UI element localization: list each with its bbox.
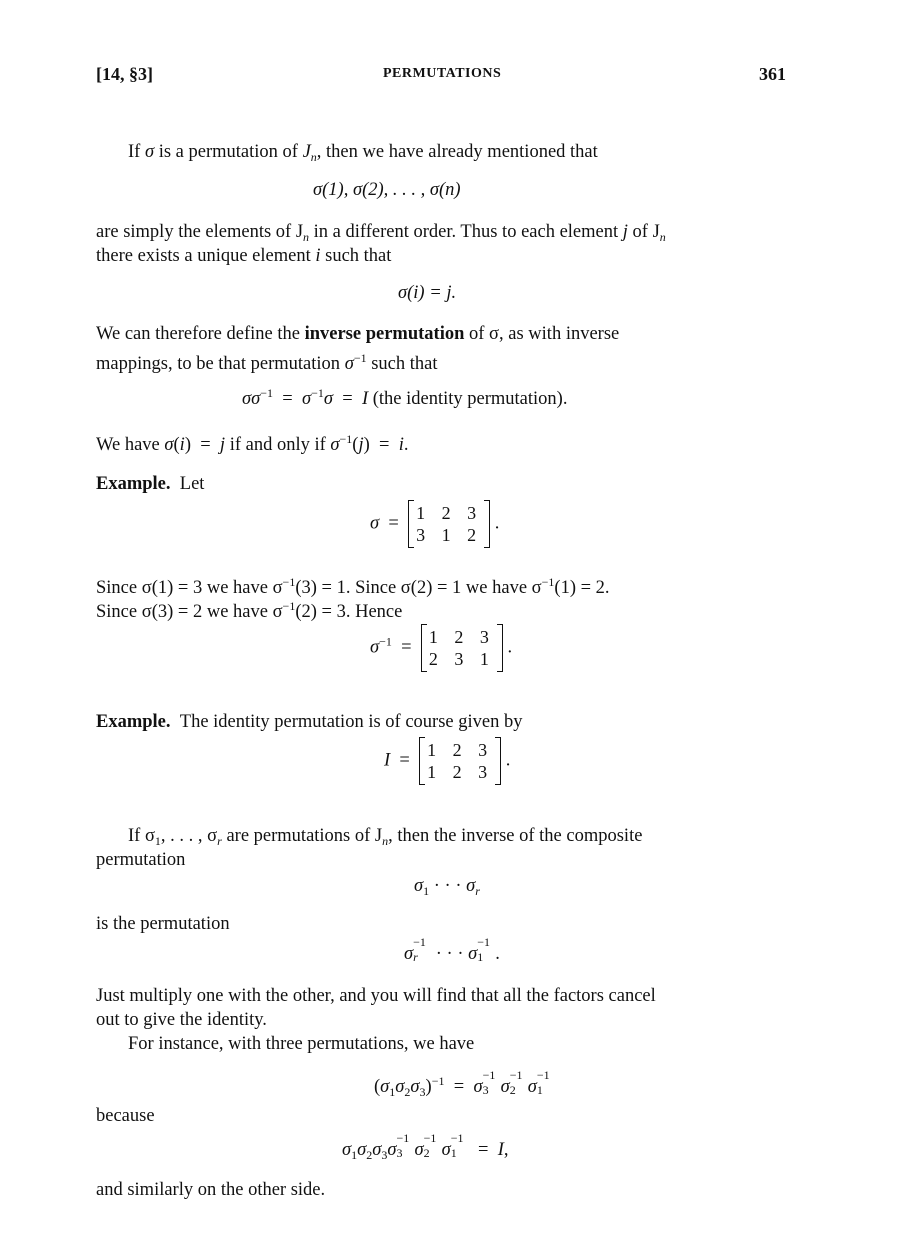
paragraph-5-line-2: permutation (96, 850, 186, 870)
paragraph-3-line-1: We can therefore define the inverse permutation of σ, as with inverse (96, 324, 620, 344)
paragraph-2-line-2: there exists a unique element i such that (96, 246, 392, 266)
paragraph-10: and similarly on the other side. (96, 1180, 326, 1200)
paragraph-3-line-2: mappings, to be that permutation $\sigma^{-1}$ such that (96, 351, 438, 374)
term-inverse-permutation: inverse permutation (304, 324, 465, 344)
paragraph-7-line-2: out to give the identity. (96, 1010, 267, 1030)
paragraph-8: For instance, with three permutations, we have (128, 1034, 475, 1054)
equation-composite: $\sigma_1$ · · · $\sigma_r$ (414, 876, 480, 898)
paragraph-2-line-1: are simply the elements of $J_n$ in a different order. Thus to each element j of $J_n$ (96, 222, 666, 244)
paragraph-5-line-1: If $\sigma_1$, . . . , $\sigma_r$ are permutations of $J_n$, then the inverse of the composite (128, 826, 643, 848)
header-title: PERMUTATIONS (383, 66, 502, 81)
equation-sigma-list: σ(1), σ(2), . . . , σ(n) (313, 180, 461, 200)
matrix-sigma-inverse: 1 2 3 2 3 1 (421, 624, 503, 672)
example-label: Example. (96, 712, 171, 732)
paragraph-4: We have σ(i) = j if and only if $\sigma^{-1}(j) = i$. (96, 432, 409, 455)
matrix-sigma: 1 2 3 3 1 2 (408, 500, 490, 548)
equation-sigma-inverse-matrix: $\sigma^{-1}$ = 1 2 3 2 3 1 . (370, 624, 512, 672)
page-number: 361 (759, 64, 786, 84)
equation-identity-matrix: I = 1 2 3 1 2 3 . (384, 737, 510, 785)
equation-product-identity: $\sigma_1\sigma_2\sigma_3\sigma$ −1 3 σ −1 2 σ −1 1 = I, (342, 1131, 509, 1162)
equation-sigma-i-eq-j: σ(i) = j. (398, 283, 457, 303)
equation-inverse-composite: σ −1 r · · · σ −1 1 . (404, 935, 500, 964)
matrix-identity: 1 2 3 1 2 3 (419, 737, 501, 785)
header-section-ref: [14, §3] (96, 64, 153, 84)
equation-sigma-matrix: σ = 1 2 3 3 1 2 . (370, 500, 499, 548)
example-2-heading: Example. The identity permutation is of course given by (96, 712, 523, 732)
example-1-heading: Example. Let (96, 474, 205, 494)
paragraph-9: because (96, 1106, 155, 1126)
example-1-line-2: Since σ(3) = 2 we have $\sigma^{-1}(2) = 3$. Hence (96, 599, 403, 622)
paragraph-7-line-1: Just multiply one with the other, and you will find that all the factors cancel (96, 986, 656, 1006)
example-label: Example. (96, 474, 171, 494)
paragraph-1: If σ is a permutation of $J_n$, then we have already mentioned that (128, 142, 598, 164)
paragraph-6: is the permutation (96, 914, 230, 934)
example-1-line-1: Since σ(1) = 3 we have $\sigma^{-1}(3) = 1$. Since σ(2) = 1 we have $\sigma^{-1}(1) = 2$. (96, 575, 610, 598)
equation-inverse-identity: $\sigma\sigma^{-1} = \sigma^{-1}\sigma = I$ (the identity permutation). (242, 386, 568, 409)
equation-three-permutations: $(\sigma_1\sigma_2\sigma_3)^{-1} = \sigma$ −1 3 σ −1 2 σ −1 1 (374, 1068, 550, 1099)
